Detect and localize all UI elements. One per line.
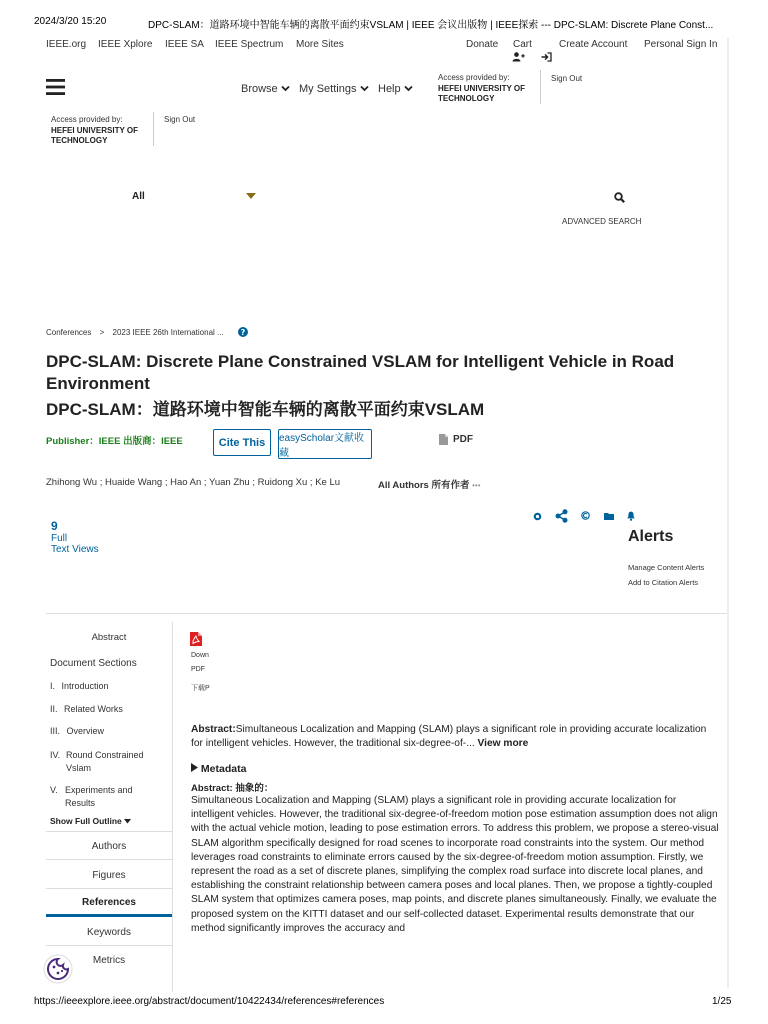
cookie-settings-icon[interactable] <box>43 954 73 984</box>
pdf-file-icon[interactable] <box>439 434 448 445</box>
sidebar-section-item[interactable] <box>50 749 160 774</box>
topbar-link-cart[interactable]: Cart <box>513 39 532 50</box>
section-label: Related Works <box>64 704 123 714</box>
add-user-icon[interactable] <box>512 52 525 62</box>
print-footer-page: 1/25 <box>712 996 732 1007</box>
pdf-download-icon[interactable] <box>190 632 202 646</box>
author-link[interactable]: Ruidong Xu <box>257 477 308 488</box>
alerts-heading: Alerts <box>628 528 674 545</box>
full-text-views-label1[interactable]: Full <box>51 533 68 544</box>
hamburger-menu-icon[interactable] <box>46 79 65 95</box>
section-label: Overview <box>66 726 105 736</box>
sidebar-divider <box>46 831 172 832</box>
sidebar-divider <box>46 859 172 860</box>
section-number: IV. <box>50 750 61 760</box>
all-authors-label: All Authors 所有作者 <box>378 480 470 491</box>
pdf-link[interactable]: PDF <box>453 434 473 445</box>
show-full-outline-link[interactable] <box>50 816 131 826</box>
abstract-full-text: Simultaneous Localization and Mapping (SLAM) plays a significant role in providing accurate localization for intelligent vehicles. However, the traditional six-degree-of-freedom motion pose estimation assumption does not align with the actual vehicle motion, leading to pose estimation errors. To address this problem, we propose a stereo-visual SLAM algorithm specifically designed for road scenes to incorporate road constraints into the system. Our method leverages road constraints to eliminate errors caused by the six-degree-of-freedom motion assumption. Firstly, we represent the road as a set of discrete planes, simplifying the complex road surface into discrete local planes, and establishing the constraint relationship between camera poses and local planes. Then, we propose a tightly-coupled SLAM system that optimizes camera poses, map points, and discrete planes simultaneously. Finally, we evaluate the proposed system on the KITTI dataset and our self-collected dataset. Experimental results demonstrate that our method significantly improves the accuracy and <box>191 795 719 934</box>
metadata-toggle[interactable] <box>191 763 246 775</box>
nav-my-settings-label: My Settings <box>299 83 357 95</box>
search-scope-select[interactable]: All <box>132 191 145 202</box>
breadcrumb-separator: > <box>99 328 105 337</box>
chevron-down-icon <box>281 85 290 92</box>
section-divider <box>46 613 727 614</box>
add-citation-alerts-link[interactable]: Add to Citation Alerts <box>628 578 699 587</box>
institution-name: HEFEI UNIVERSITY OF TECHNOLOGY <box>438 84 525 103</box>
references-active-indicator <box>46 914 172 917</box>
folder-icon[interactable] <box>604 512 614 520</box>
section-number: III. <box>50 726 61 736</box>
print-datetime: 2024/3/20 15:20 <box>34 16 107 27</box>
abstract-label: Abstract: <box>191 724 236 735</box>
full-text-views-count[interactable]: 9 <box>51 519 58 533</box>
download-zh-label[interactable]: 下载P <box>191 685 210 692</box>
nav-divider <box>540 70 541 104</box>
author-link[interactable]: Huaide Wang <box>104 477 163 488</box>
sidebar-section-item[interactable] <box>50 726 104 736</box>
sidebar-item-figures[interactable]: Figures <box>92 870 126 881</box>
sign-in-icon[interactable] <box>541 52 552 62</box>
svg-text:?: ? <box>240 328 246 337</box>
institution-name-2: HEFEI UNIVERSITY OF TECHNOLOGY <box>51 126 138 145</box>
abstract-zh-label: Abstract: 抽象的： <box>191 783 274 794</box>
access-divider <box>153 112 154 146</box>
author-list: Zhihong Wu ; Huaide Wang ; Hao An ; Yuan Zhu ; Ruidong Xu ; Ke Lu <box>46 477 341 488</box>
nav-my-settings[interactable] <box>299 83 369 95</box>
article-title-en: DPC-SLAM: Discrete Plane Constrained VSLAM for Intelligent Vehicle in Road Environment <box>46 352 675 393</box>
sidebar-item-abstract[interactable]: Abstract <box>91 632 127 643</box>
section-label: Round Constrained Vslam <box>66 750 144 773</box>
help-question-icon[interactable] <box>238 327 248 337</box>
copyright-c-icon[interactable] <box>581 511 590 520</box>
topbar-link-personal-sign-in[interactable]: Personal Sign In <box>644 39 718 50</box>
share-icon[interactable] <box>555 509 568 523</box>
author-link[interactable]: Ke Lu <box>315 477 341 488</box>
easyscholar-button[interactable]: easyScholar文献收藏 <box>278 429 372 459</box>
abstract-snippet-text: Simultaneous Localization and Mapping (SLAM) plays a significant role in providing accurate localization for intelligent vehicles. However, the traditional six-degree-of-... <box>191 724 707 750</box>
sidebar-section-item[interactable] <box>50 681 109 691</box>
sidebar-item-authors[interactable]: Authors <box>91 841 127 852</box>
print-footer-url: https://ieeexplore.ieee.org/abstract/document/10422434/references#references <box>34 996 385 1007</box>
section-number: I. <box>50 681 56 691</box>
show-full-outline-label: Show Full Outline <box>50 816 122 826</box>
author-link[interactable]: Yuan Zhu <box>209 477 250 488</box>
topbar-link-ieee-spectrum[interactable]: IEEE Spectrum <box>215 39 284 50</box>
section-number: II. <box>50 704 58 714</box>
search-icon[interactable] <box>614 192 625 203</box>
access-sign-out[interactable]: Sign Out <box>164 115 196 124</box>
chevron-down-icon <box>404 85 413 92</box>
cite-this-button[interactable]: Cite This <box>213 429 271 456</box>
full-text-views-label2[interactable]: Text Views <box>51 544 99 555</box>
sidebar-section-item[interactable] <box>50 704 123 714</box>
breadcrumb-conferences[interactable]: Conferences <box>46 328 92 337</box>
nav-sign-out[interactable]: Sign Out <box>551 74 583 83</box>
author-link[interactable]: Zhihong Wu <box>46 477 98 488</box>
advanced-search-link[interactable]: ADVANCED SEARCH <box>562 217 642 226</box>
metadata-label: Metadata <box>200 763 247 775</box>
view-more-link[interactable]: View more <box>477 738 529 750</box>
breadcrumb-conference-name[interactable]: 2023 IEEE 26th International ... <box>112 328 224 337</box>
more-dots: ••• <box>472 481 481 490</box>
sidebar-document-sections: Document Sections <box>50 658 137 669</box>
author-link[interactable]: Hao An <box>170 477 202 488</box>
bell-icon[interactable] <box>627 511 635 521</box>
breadcrumb <box>46 328 224 337</box>
sidebar-item-metrics[interactable]: Metrics <box>92 955 126 966</box>
all-authors-link[interactable] <box>378 477 481 491</box>
access-provided-label-2: Access provided by: <box>51 115 123 124</box>
nav-help[interactable] <box>378 83 413 95</box>
section-label: Experiments and Results <box>65 785 133 808</box>
topbar-link-donate[interactable]: Donate <box>466 39 499 50</box>
section-number: V. <box>50 785 58 795</box>
copyright-icon[interactable] <box>533 512 542 521</box>
download-label[interactable]: Down <box>191 652 209 659</box>
manage-content-alerts-link[interactable]: Manage Content Alerts <box>628 563 705 572</box>
nav-browse-label: Browse <box>241 83 278 95</box>
page-frame-border <box>727 38 729 988</box>
caret-down-icon[interactable] <box>246 193 256 199</box>
access-provided-label: Access provided by: <box>438 73 510 82</box>
topbar-link-create-account[interactable]: Create Account <box>559 39 628 50</box>
sidebar-divider <box>46 945 172 946</box>
nav-help-label: Help <box>378 83 401 95</box>
section-label: Introduction <box>61 681 109 691</box>
nav-browse[interactable] <box>241 83 290 95</box>
sidebar-border <box>172 622 173 992</box>
sidebar-item-keywords[interactable]: Keywords <box>87 927 131 938</box>
topbar-link-ieee-xplore[interactable]: IEEE Xplore <box>98 39 153 50</box>
publisher-label: Publisher：IEEE 出版商：IEEE <box>46 436 183 447</box>
sidebar-section-item[interactable] <box>50 784 160 809</box>
topbar-link-ieee-sa[interactable]: IEEE SA <box>165 39 204 50</box>
topbar-link-ieee-org[interactable]: IEEE.org <box>46 39 87 50</box>
chevron-down-icon <box>360 85 369 92</box>
topbar-link-more-sites[interactable]: More Sites <box>296 39 344 50</box>
article-title-zh: DPC-SLAM：道路环境中智能车辆的离散平面约束VSLAM <box>46 400 485 419</box>
sidebar-divider <box>46 888 172 889</box>
download-pdf-label[interactable]: PDF <box>191 666 205 673</box>
caret-down-icon <box>124 819 131 824</box>
abstract-snippet <box>191 723 716 751</box>
print-page-title: DPC-SLAM：道路环境中智能车辆的离散平面约束VSLAM | IEEE 会议出版物 | IEEE探索 --- DPC-SLAM: Discrete Plane Const... <box>148 20 714 31</box>
caret-right-icon <box>191 763 198 772</box>
sidebar-item-references[interactable]: References <box>82 897 136 908</box>
